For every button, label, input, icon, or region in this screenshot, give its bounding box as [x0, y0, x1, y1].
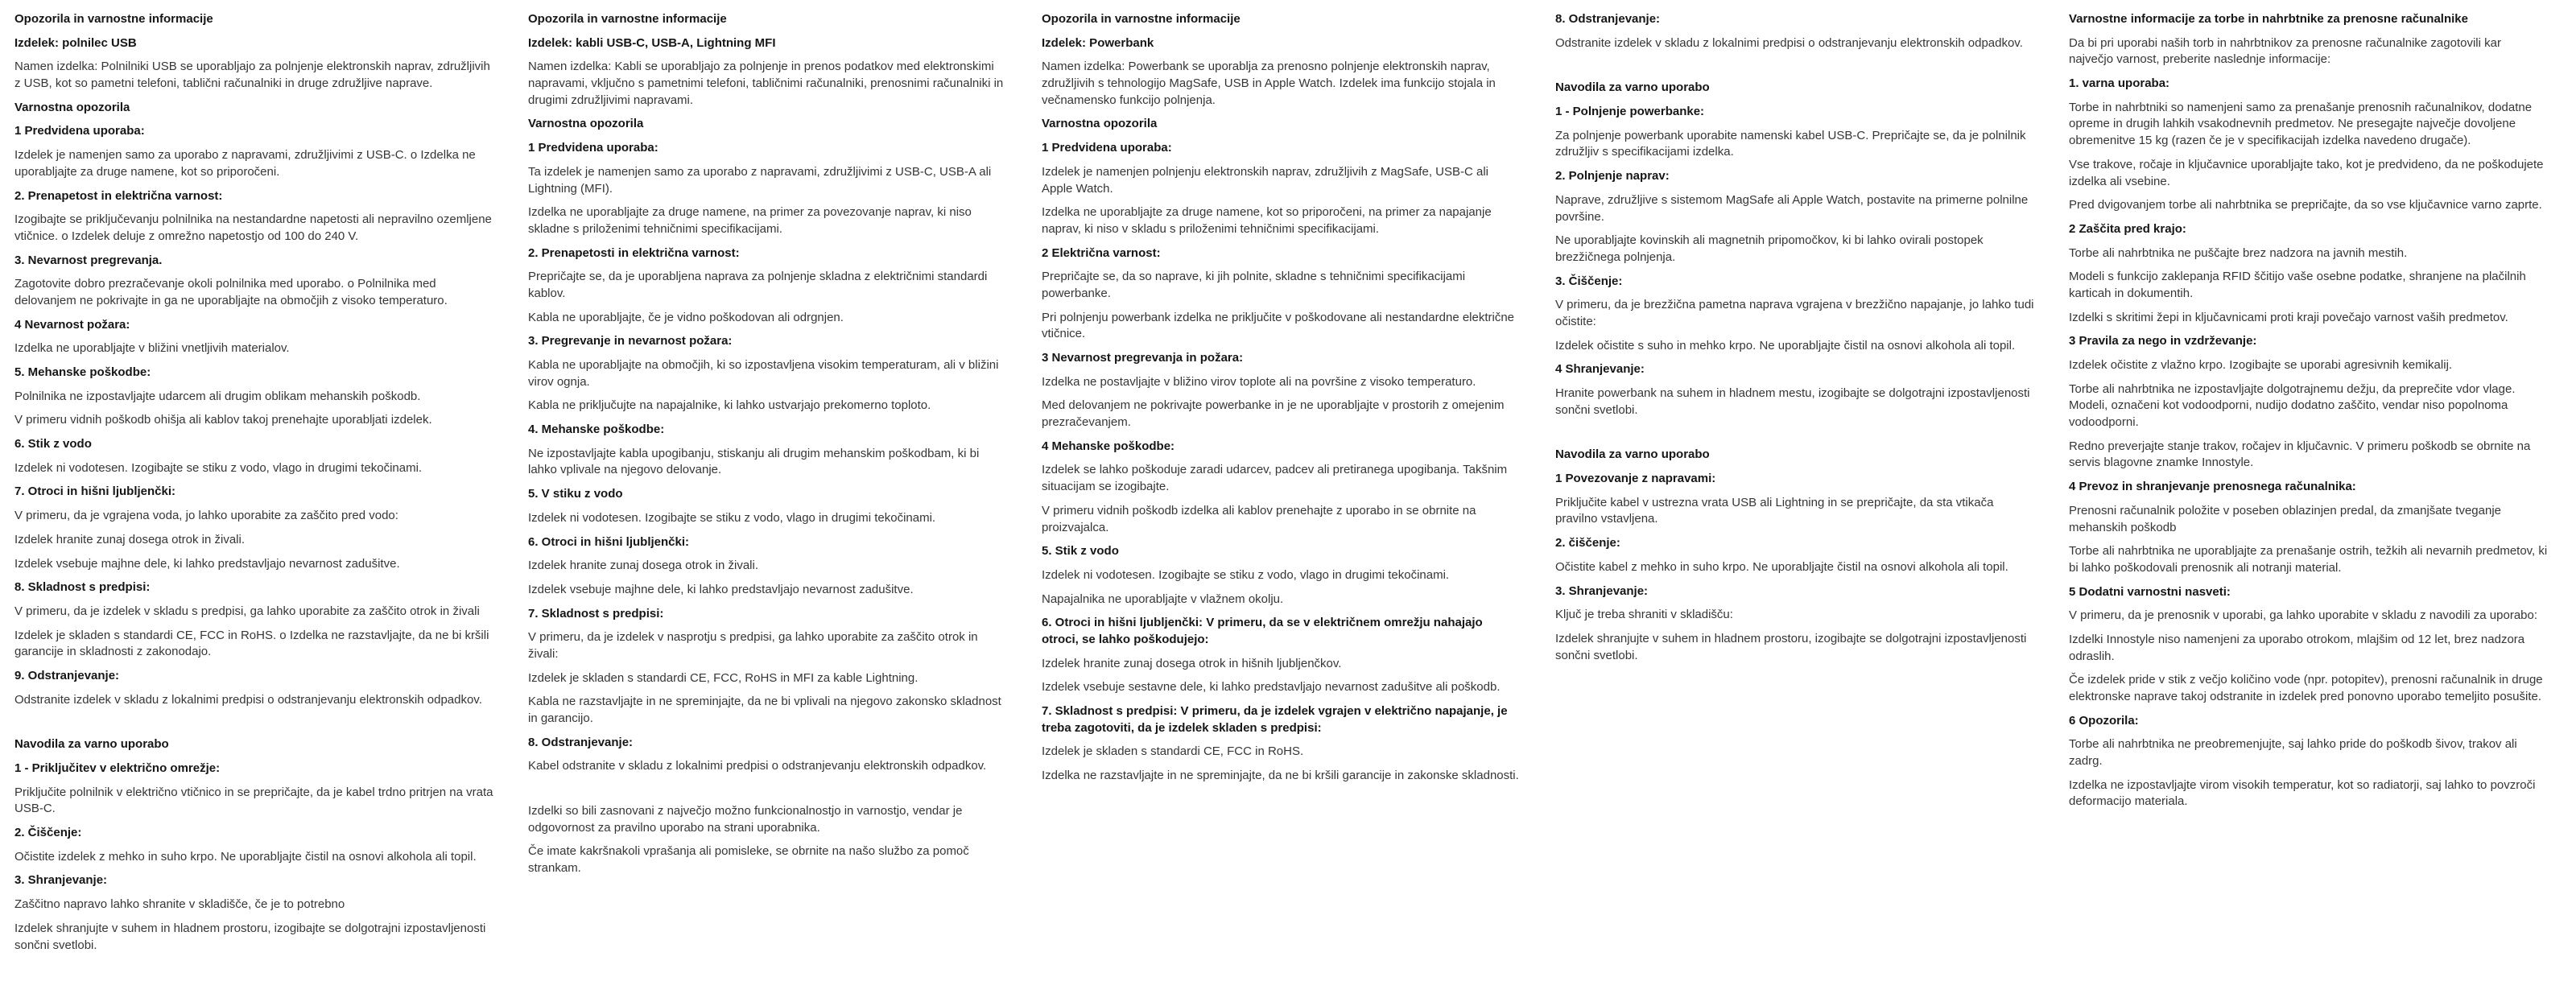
paragraph: Ne izpostavljajte kabla upogibanju, stiskanju ali drugim mehanskim poškodbam, ki bi lahko vplivale na njegovo delovanje.	[528, 446, 980, 477]
paragraph: Izdelek vsebuje sestavne dele, ki lahko predstavljajo nevarnost zadušitve ali poškodb.	[1042, 680, 1501, 695]
paragraph: Redno preverjajte stanje trakov, ročajev in ključavnic. V primeru poškodb se obrnite na servis blagovne znamke Innostyle.	[2069, 439, 2531, 470]
section-heading: 6. Otroci in hišni ljubljenčki: V primeru, da se v električnem omrežju nahajajo otroci, se lahko poškodujejo:	[1042, 616, 1483, 646]
paragraph: Izdelka ne uporabljajte v bližini vnetljivih materialov.	[14, 341, 290, 356]
paragraph: Naprave, združljive s sistemom MagSafe ali Apple Watch, postavite na primerne polnilne površine.	[1555, 192, 2029, 224]
section-heading: 3. Pregrevanje in nevarnost požara:	[528, 334, 733, 348]
paragraph: Odstranite izdelek v skladu z lokalnimi predpisi o odstranjevanju elektronskih odpadkov.	[1555, 35, 2023, 50]
paragraph: Pri polnjenju powerbank izdelka ne priključite v poškodovane ali nestandardne električne vtičnice.	[1042, 310, 1515, 341]
paragraph: Kabla ne priključujte na napajalnike, ki lahko ustvarjajo prekomerno toploto.	[528, 398, 931, 413]
paragraph: Kabla ne razstavljajte in ne spreminjajte, da ne bi vplivali na njegovo zakonsko skladnost in garancijo.	[528, 695, 1001, 725]
paragraph: Če izdelek pride v stik z večjo količino vode (npr. potopitev), prenosni računalnik in druge elektronske naprave takoj odstranite in izdelek pred ponovno uporabo temeljito posušite.	[2069, 673, 2543, 703]
section-heading: 2. čiščenje:	[1555, 536, 1620, 550]
paragraph: Izdelek shranjujte v suhem in hladnem prostoru, izogibajte se dolgotrajni izpostavljenosti sončni svetlobi.	[1555, 631, 2027, 662]
section-heading: 7. Skladnost s predpisi:	[528, 606, 664, 621]
section-heading: 9. Odstranjevanje:	[14, 668, 120, 682]
section-heading: Varnostna opozorila	[14, 100, 130, 114]
paragraph: Med delovanjem ne pokrivajte powerbanke in je ne uporabljajte v prostorih z omejenim prezračevanjem.	[1042, 398, 1505, 430]
paragraph: Priključite polnilnik v električno vtičnico in se prepričajte, da je kabel trdno pritrjen na vrata USB-C.	[14, 785, 493, 816]
paragraph: Torbe ali nahrbtnika ne izpostavljajte dolgotrajnemu dežju, da preprečite vdor vlage. Modeli, označeni kot vodoodporni, nudijo dodatno zaščito, vendar niso popolnoma vodoodporni.	[2069, 381, 2516, 430]
paragraph: Izdelek hranite zunaj dosega otrok in živali.	[14, 532, 245, 546]
section-heading: Izdelek: polnilec USB	[14, 35, 137, 50]
section-heading: 2 Električna varnost:	[1042, 245, 1161, 260]
section-heading: 8. Odstranjevanje:	[528, 735, 634, 749]
section-heading: 5. Stik z vodo	[1042, 544, 1119, 559]
paragraph: Izdelek očistite s suho in mehko krpo. Ne uporabljajte čistil na osnovi alkohola ali topil.	[1555, 338, 2016, 353]
paragraph: Zaščitno napravo lahko shranite v skladišče, če je to potrebno	[14, 897, 345, 912]
paragraph: Pred dvigovanjem torbe ali nahrbtnika se prepričajte, da so vse ključavnice varno zaprte.	[2069, 198, 2542, 212]
section-heading: 3. Shranjevanje:	[1555, 583, 1649, 598]
section-heading: 1 Predvidena uporaba:	[14, 124, 145, 138]
section-heading: Opozorila in varnostne informacije	[528, 12, 727, 26]
section-gap	[14, 715, 494, 736]
section-heading: 1 - Polnjenje powerbanke:	[1555, 105, 1705, 119]
section-heading: Izdelek: Powerbank	[1042, 35, 1154, 50]
section-heading: 2. Prenapetosti in električna varnost:	[528, 245, 740, 260]
paragraph: Izdelek je namenjen polnjenju elektronskih naprav, združljivih z MagSafe, USB-C ali Apple Watch.	[1042, 164, 1488, 196]
section-heading: 2 Zaščita pred krajo:	[2069, 221, 2186, 236]
paragraph: Namen izdelka: Kabli se uporabljajo za polnjenje in prenos podatkov med elektronskimi napravami, vključno s pametnimi telefoni, tabličnimi računalniki, prenosnimi računalniki in drugimi združljivimi napravami.	[528, 60, 1004, 107]
paragraph: Izdelka ne izpostavljajte virom visokih temperatur, kot so radiatorji, saj lahko to povzroči deformacijo materiala.	[2069, 777, 2536, 809]
section-heading: Opozorila in varnostne informacije	[14, 12, 213, 26]
paragraph: Torbe ali nahrbtnika ne puščajte brez nadzora na javnih mestih.	[2069, 245, 2408, 260]
section-heading: Navodila za varno uporabo	[1555, 447, 1710, 462]
paragraph: Izdelek shranjujte v suhem in hladnem prostoru, izogibajte se dolgotrajni izpostavljenosti sončni svetlobi.	[14, 921, 486, 952]
section-heading: 2. Polnjenje naprav:	[1555, 169, 1670, 183]
paragraph: V primeru, da je izdelek v nasprotju s predpisi, ga lahko uporabite za zaščito otrok in živali:	[528, 630, 978, 661]
paragraph: Izdelek ni vodotesen. Izogibajte se stiku z vodo, vlago in drugimi tekočinami.	[528, 510, 936, 525]
section-heading: 3. Čiščenje:	[1555, 274, 1623, 288]
paragraph: Če imate kakršnakoli vprašanja ali pomisleke, se obrnite na našo službo za pomoč strankam.	[528, 844, 969, 876]
section-heading: Izdelek: kabli USB-C, USB-A, Lightning MFI	[528, 35, 776, 50]
paragraph: Izdelek je skladen s standardi CE, FCC in RoHS. o Izdelka ne razstavljajte, da ne bi kršili garancije in skladnosti z zakonodajo.	[14, 628, 489, 659]
section-heading: 2. Prenapetost in električna varnost:	[14, 188, 223, 203]
paragraph: Prepričajte se, da je uporabljena naprava za polnjenje skladna z električnimi standardi kablov.	[528, 270, 988, 300]
paragraph: Izdelki so bili zasnovani z največjo možno funkcionalnostjo in varnostjo, vendar je odgovornost za pravilno uporabo na strani uporabnika.	[528, 804, 963, 835]
section-heading: Navodila za varno uporabo	[14, 737, 169, 752]
paragraph: Ključ je treba shraniti v skladišču:	[1555, 608, 1733, 622]
section-heading: 6. Stik z vodo	[14, 437, 92, 451]
paragraph: Torbe in nahrbtniki so namenjeni samo za prenašanje prenosnih računalnikov, dodatne opreme in drugih lahkih vsakodnevnih predmetov. Ne presegajte največje dovoljene obremenitve 15 kg (razen če je v specifikacijah izdelka navedeno drugače).	[2069, 100, 2533, 148]
section-heading: 5 Dodatni varnostni nasveti:	[2069, 584, 2231, 599]
paragraph: Izdelek je namenjen samo za uporabo z napravami, združljivimi z USB-C. o Izdelka ne uporabljajte za druge namene, kot so priporočeni.	[14, 148, 476, 179]
section-heading: 4 Prevoz in shranjevanje prenosnega računalnika:	[2069, 480, 2356, 494]
section-heading: 2. Čiščenje:	[14, 826, 82, 840]
paragraph: Namen izdelka: Polnilniki USB se uporabljajo za polnjenje elektronskih naprav, združljivih z USB, kot so pametni telefoni, tablični računalniki in druge združljive naprave.	[14, 60, 490, 91]
section-heading: 5. Mehanske poškodbe:	[14, 365, 151, 379]
paragraph: Namen izdelka: Powerbank se uporablja za prenosno polnjenje elektronskih naprav, združljivih s tehnologijo MagSafe, USB in Apple Watch. Izdelek ima funkcijo stojala in večnamensko funkcijo polnjenja.	[1042, 60, 1496, 107]
paragraph: Izdelek vsebuje majhne dele, ki lahko predstavljajo nevarnost zadušitve.	[528, 582, 914, 596]
section-gap	[1555, 426, 2035, 447]
paragraph: Izdelki s skritimi žepi in ključavnicami proti kraji povečajo varnost vaših predmetov.	[2069, 310, 2508, 324]
paragraph: Kabla ne uporabljajte na območjih, ki so izpostavljena visokim temperaturam, ali v bližini virov ognja.	[528, 358, 999, 389]
paragraph: Izdelek je skladen s standardi CE, FCC, RoHS in MFI za kable Lightning.	[528, 670, 919, 685]
section-heading: 1 Predvidena uporaba:	[528, 141, 658, 155]
section-heading: 8. Odstranjevanje:	[1555, 12, 1661, 26]
paragraph: Izdelka ne uporabljajte za druge namene, kot so priporočeni, na primer za napajanje naprav, ki niso v skladu s priloženimi tehničnimi specifikacijami.	[1042, 205, 1492, 236]
paragraph: Da bi pri uporabi naših torb in nahrbtnikov za prenosne računalnike zagotovili kar največjo varnost, preberite naslednje informacije:	[2069, 35, 2501, 67]
paragraph: Izdelek hranite zunaj dosega otrok in živali.	[528, 559, 758, 573]
paragraph: V primeru, da je brezžična pametna naprava vgrajena v brezžično napajanje, jo lahko tudi očistite:	[1555, 298, 2034, 328]
paragraph: V primeru vidnih poškodb ohišja ali kablov takoj prenehajte uporabljati izdelek.	[14, 413, 432, 427]
paragraph: Izdelek ni vodotesen. Izogibajte se stiku z vodo, vlago in drugimi tekočinami.	[1042, 567, 1450, 582]
section-heading: Navodila za varno uporabo	[1555, 80, 1710, 95]
paragraph: Očistite kabel z mehko in suho krpo. Ne uporabljajte čistil na osnovi alkohola ali topil.	[1555, 559, 2008, 574]
paragraph: Izdelek ni vodotesen. Izogibajte se stiku z vodo, vlago in drugimi tekočinami.	[14, 460, 423, 475]
section-heading: 1 Povezovanje z napravami:	[1555, 472, 1716, 486]
paragraph: Ne uporabljajte kovinskih ali magnetnih pripomočkov, ki bi lahko ovirali postopek brezžičnega polnjenja.	[1555, 233, 1984, 264]
paragraph: Ta izdelek je namenjen samo za uporabo z napravami, združljivimi z USB-C, USB-A ali Lightning (MFI).	[528, 164, 992, 196]
paragraph: V primeru, da je izdelek v skladu s predpisi, ga lahko uporabite za zaščito otrok in živali	[14, 604, 480, 618]
section-heading: 5. V stiku z vodo	[528, 487, 623, 501]
paragraph: Torbe ali nahrbtnika ne preobremenjujte, saj lahko pride do poškodb šivov, trakov ali zadrg.	[2069, 737, 2517, 769]
paragraph: Izdelka ne postavljajte v bližino virov toplote ali na površine z visoko temperaturo.	[1042, 374, 1476, 389]
paragraph: Modeli s funkcijo zaklepanja RFID ščitijo vaše osebne podatke, shranjene na plačilnih karticah in dokumentih.	[2069, 270, 2526, 300]
section-heading: Varnostna opozorila	[1042, 117, 1158, 131]
section-heading: 4 Shranjevanje:	[1555, 362, 1645, 377]
paragraph: Za polnjenje powerbank uporabite namenski kabel USB-C. Prepričajte se, da je polnilnik združljiv s specifikacijami izdelka.	[1555, 128, 2026, 159]
paragraph: Izdelek hranite zunaj dosega otrok in hišnih ljubljenčkov.	[1042, 656, 1342, 670]
paragraph: Odstranite izdelek v skladu z lokalnimi predpisi o odstranjevanju elektronskih odpadkov.	[14, 692, 482, 707]
paragraph: Izdelek je skladen s standardi CE, FCC in RoHS.	[1042, 744, 1304, 759]
section-heading: Opozorila in varnostne informacije	[1042, 12, 1241, 26]
section-heading: 1 - Priključitev v električno omrežje:	[14, 761, 221, 775]
paragraph: Kabla ne uporabljajte, če je vidno poškodovan ali odrgnjen.	[528, 310, 844, 324]
section-heading: 3 Nevarnost pregrevanja in požara:	[1042, 351, 1244, 365]
paragraph: Kabel odstranite v skladu z lokalnimi predpisi o odstranjevanju elektronskih odpadkov.	[528, 759, 987, 773]
paragraph: Izdelka ne uporabljajte za druge namene, na primer za povezovanje naprav, ki niso skladne s priloženimi tehničnimi specifikacijami.	[528, 205, 972, 236]
section-heading: 4 Mehanske poškodbe:	[1042, 439, 1175, 453]
section-heading: 6. Otroci in hišni ljubljenčki:	[528, 534, 690, 549]
paragraph: Izdelka ne razstavljajte in ne spreminjajte, da ne bi kršili garancije in zakonske skladnosti.	[1042, 769, 1519, 783]
column-powerbank-continued	[1555, 11, 2035, 1006]
section-heading: 1. varna uporaba:	[2069, 76, 2170, 91]
paragraph: Izogibajte se priključevanju polnilnika na nestandardne napetosti ali nepravilno ozemljene vtičnice. o Izdelek deluje z omrežno napetostjo od 100 do 240 V.	[14, 212, 492, 243]
paragraph: Izdelki Innostyle niso namenjeni za uporabo otrokom, mlajšim od 12 let, brez nadzora odraslih.	[2069, 632, 2525, 663]
paragraph: Torbe ali nahrbtnika ne uporabljajte za prenašanje ostrih, težkih ali nevarnih predmetov, ki bi lahko poškodovali prenosnik ali notranji material.	[2069, 544, 2548, 575]
section-heading: Varnostne informacije za torbe in nahrbtnike za prenosne računalnike	[2069, 12, 2468, 26]
paragraph: Zagotovite dobro prezračevanje okoli polnilnika med uporabo. o Polnilnika med delovanjem ne pokrivajte in ga ne uporabljajte na območjih z visoko temperaturo.	[14, 277, 448, 307]
section-heading: 7. Otroci in hišni ljubljenčki:	[14, 484, 176, 499]
column-powerbank	[1042, 11, 1521, 1006]
paragraph: Priključite kabel v ustrezna vrata USB ali Lightning in se prepričajte, da sta vtikača pravilno vstavljena.	[1555, 495, 1994, 526]
paragraph: Hranite powerbank na suhem in hladnem mestu, izogibajte se dolgotrajni izpostavljenosti sončni svetlobi.	[1555, 386, 2030, 417]
paragraph: Vse trakove, ročaje in ključavnice uporabljajte tako, kot je predvideno, da ne poškodujete izdelka ali vsebine.	[2069, 157, 2544, 188]
section-heading: 3. Nevarnost pregrevanja.	[14, 253, 163, 267]
section-gap	[528, 782, 1008, 803]
paragraph: V primeru, da je prenosnik v uporabi, ga lahko uporabite v skladu z navodili za uporabo:	[2069, 608, 2538, 623]
section-heading: 1 Predvidena uporaba:	[1042, 141, 1172, 155]
paragraph: Polnilnika ne izpostavljajte udarcem ali drugim oblikam mehanskih poškodb.	[14, 389, 421, 403]
paragraph: Izdelek se lahko poškoduje zaradi udarcev, padcev ali pretiranega upogibanja. Takšnim situacijam se izogibajte.	[1042, 463, 1508, 494]
paragraph: Prenosni računalnik položite v poseben oblazinjen predal, da zmanjšate tveganje mehanskih poškodb	[2069, 503, 2502, 534]
section-heading: Varnostna opozorila	[528, 117, 644, 131]
paragraph: Prepričajte se, da so naprave, ki jih polnite, skladne s tehničnimi specifikacijami powerbanke.	[1042, 270, 1466, 300]
section-heading: 7. Skladnost s predpisi: V primeru, da je izdelek vgrajen v električno napajanje, je treba zagotoviti, da je izdelek skladen s predpisi:	[1042, 704, 1508, 735]
column-usb-charger	[14, 11, 494, 1006]
section-heading: 8. Skladnost s predpisi:	[14, 580, 151, 595]
section-heading: 3 Pravila za nego in vzdrževanje:	[2069, 334, 2257, 348]
section-heading: 3. Shranjevanje:	[14, 873, 108, 888]
paragraph: Izdelek očistite z vlažno krpo. Izogibajte se uporabi agresivnih kemikalij.	[2069, 358, 2453, 372]
column-cables	[528, 11, 1008, 1006]
paragraph: Izdelek vsebuje majhne dele, ki lahko predstavljajo nevarnost zadušitve.	[14, 556, 400, 571]
paragraph: V primeru vidnih poškodb izdelka ali kablov prenehajte z uporabo in se obrnite na proizvajalca.	[1042, 503, 1476, 534]
paragraph: Očistite izdelek z mehko in suho krpo. Ne uporabljajte čistil na osnovi alkohola ali topil.	[14, 849, 477, 864]
column-laptop-bags	[2069, 11, 2549, 1006]
section-heading: 6 Opozorila:	[2069, 713, 2139, 728]
paragraph: V primeru, da je vgrajena voda, jo lahko uporabite za zaščito pred vodo:	[14, 509, 398, 523]
section-gap	[1555, 59, 2035, 80]
paragraph: Napajalnika ne uporabljajte v vlažnem okolju.	[1042, 592, 1284, 606]
section-heading: 4. Mehanske poškodbe:	[528, 423, 665, 437]
section-heading: 4 Nevarnost požara:	[14, 317, 130, 332]
